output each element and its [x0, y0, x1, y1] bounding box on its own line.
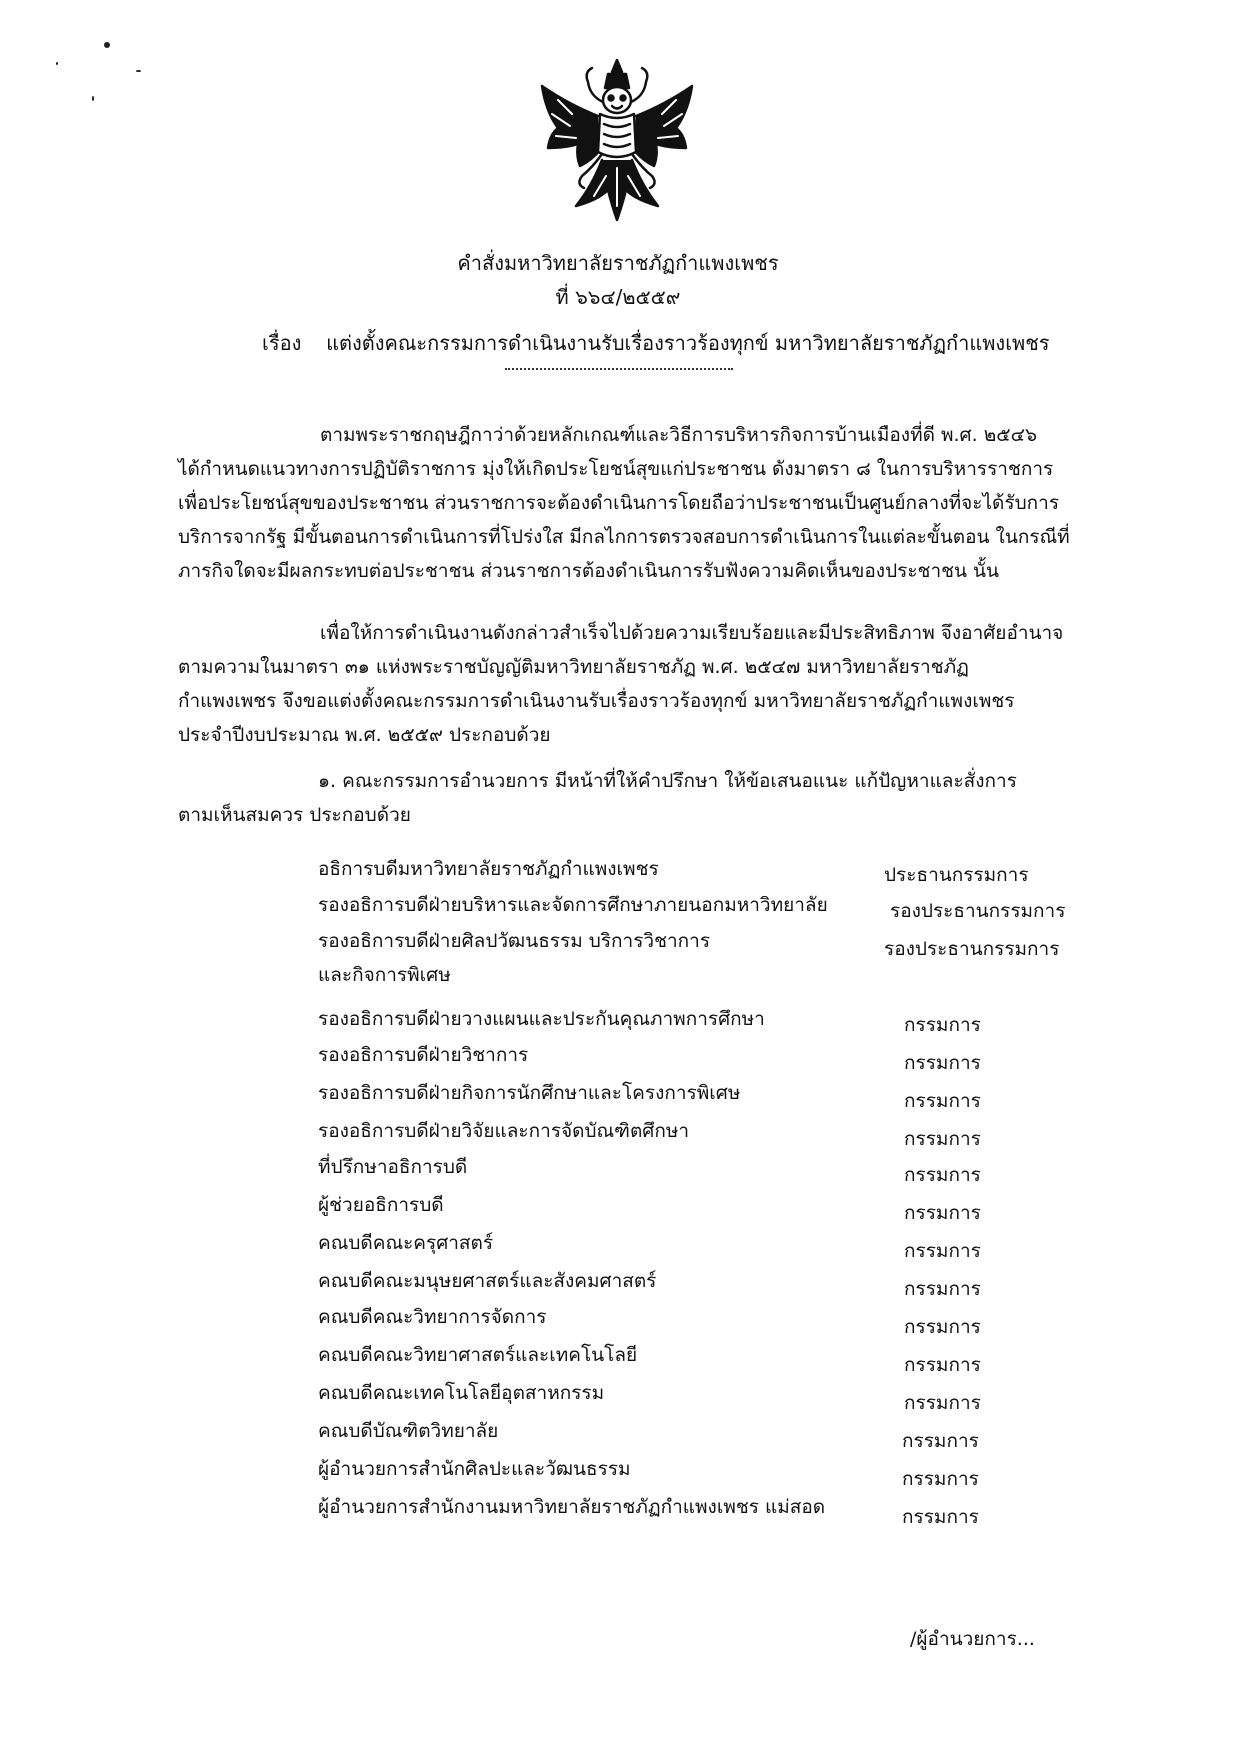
scan-speck [92, 96, 94, 101]
dotted-separator [505, 368, 733, 370]
member-name: รองอธิการบดีฝ่ายบริหารและจัดการศึกษาภายนอกมหาวิทยาลัย [318, 894, 828, 916]
order-subject [262, 330, 1050, 356]
member-name: คณบดีคณะครุศาสตร์ [318, 1232, 494, 1254]
member-name-continued: และกิจการพิเศษ [318, 964, 451, 986]
member-role: กรรมการ [904, 1316, 981, 1338]
member-name: ผู้อำนวยการสำนักงานมหาวิทยาลัยราชภัฏกำแพงเพชร แม่สอด [318, 1496, 826, 1518]
member-role: กรรมการ [902, 1506, 979, 1528]
member-name: คณบดีคณะวิทยาศาสตร์และเทคโนโลยี [318, 1344, 638, 1366]
paragraph-2-line: ประจำปีงบประมาณ พ.ศ. ๒๕๕๙ ประกอบด้วย [178, 724, 551, 746]
paragraph-1-line: ได้กำหนดแนวทางการปฏิบัติราชการ มุ่งให้เกิดประโยชน์สุขแก่ประชาชน ดังมาตรา ๘ ในการบริหารราชการ [178, 458, 1054, 480]
member-name: รองอธิการบดีฝ่ายกิจการนักศึกษาและโครงการพิเศษ [318, 1082, 741, 1104]
member-role: กรรมการ [904, 1392, 981, 1414]
member-role: กรรมการ [904, 1240, 981, 1262]
member-name: ที่ปรึกษาอธิการบดี [318, 1156, 468, 1178]
scan-speck [56, 62, 58, 65]
paragraph-2-line: เพื่อให้การดำเนินงานดังกล่าวสำเร็จไปด้วยความเรียบร้อยและมีประสิทธิภาพ จึงอาศัยอำนาจ [320, 622, 1064, 644]
member-name: รองอธิการบดีฝ่ายวิจัยและการจัดบัณฑิตศึกษา [318, 1120, 690, 1142]
member-name: คณบดีคณะมนุษยศาสตร์และสังคมศาสตร์ [318, 1270, 657, 1292]
member-role: กรรมการ [904, 1278, 981, 1300]
member-name: ผู้ช่วยอธิการบดี [318, 1194, 444, 1216]
order-number: ที่ ๖๖๔/๒๕๕๙ [555, 285, 681, 309]
member-name: อธิการบดีมหาวิทยาลัยราชภัฏกำแพงเพชร [318, 858, 659, 880]
member-name: คณบดีบัณฑิตวิทยาลัย [318, 1420, 499, 1442]
member-role: รองประธานกรรมการ [884, 938, 1060, 960]
member-role: กรรมการ [904, 1090, 981, 1112]
paragraph-1-line: ภารกิจใดจะมีผลกระทบต่อประชาชน ส่วนราชการต้องดำเนินการรับฟังความคิดเห็นของประชาชน นั้น [178, 560, 1000, 582]
section-1-heading: ๑. คณะกรรมการอำนวยการ มีหน้าที่ให้คำปรึกษา ให้ข้อเสนอแนะ แก้ปัญหาและสั่งการ [318, 770, 1017, 792]
member-name: รองอธิการบดีฝ่ายวิชาการ [318, 1044, 529, 1066]
member-role: กรรมการ [904, 1052, 981, 1074]
member-name: รองอธิการบดีฝ่ายศิลปวัฒนธรรม บริการวิชาการ [318, 930, 711, 952]
order-title: คำสั่งมหาวิทยาลัยราชภัฏกำแพงเพชร [457, 251, 779, 275]
scan-speck [136, 70, 141, 72]
member-name: ผู้อำนวยการสำนักศิลปะและวัฒนธรรม [318, 1458, 631, 1480]
subject-label: เรื่อง [262, 331, 302, 355]
page-continuation: /ผู้อำนวยการ... [910, 1628, 1035, 1650]
member-role: กรรมการ [904, 1014, 981, 1036]
member-role: กรรมการ [904, 1202, 981, 1224]
section-1-heading: ตามเห็นสมควร ประกอบด้วย [178, 804, 411, 826]
member-role: กรรมการ [904, 1354, 981, 1376]
garuda-emblem-icon [532, 56, 702, 226]
paragraph-2-line: ตามความในมาตรา ๓๑ แห่งพระราชบัญญัติมหาวิทยาลัยราชภัฏ พ.ศ. ๒๕๔๗ มหาวิทยาลัยราชภัฏ [178, 656, 969, 678]
paragraph-1-line: ตามพระราชกฤษฎีกาว่าด้วยหลักเกณฑ์และวิธีการบริหารกิจการบ้านเมืองที่ดี พ.ศ. ๒๕๔๖ [320, 424, 1038, 446]
scan-speck [104, 42, 110, 48]
member-role: กรรมการ [904, 1128, 981, 1150]
member-name: คณบดีคณะเทคโนโลยีอุตสาหกรรม [318, 1382, 605, 1404]
member-name: รองอธิการบดีฝ่ายวางแผนและประกันคุณภาพการศึกษา [318, 1008, 765, 1030]
member-role: กรรมการ [902, 1468, 979, 1490]
member-role: รองประธานกรรมการ [890, 900, 1066, 922]
paragraph-2-line: กำแพงเพชร จึงขอแต่งตั้งคณะกรรมการดำเนินงานรับเรื่องราวร้องทุกข์ มหาวิทยาลัยราชภัฏกำแพงเพชร [178, 690, 1015, 712]
member-role: กรรมการ [904, 1164, 981, 1186]
member-role: ประธานกรรมการ [884, 864, 1029, 886]
member-name: คณบดีคณะวิทยาการจัดการ [318, 1306, 547, 1328]
paragraph-1-line: เพื่อประโยชน์สุขของประชาชน ส่วนราชการจะต้องดำเนินการโดยถือว่าประชาชนเป็นศูนย์กลางที่จะได้รับการ [178, 492, 1060, 514]
member-role: กรรมการ [902, 1430, 979, 1452]
paragraph-1-line: บริการจากรัฐ มีขั้นตอนการดำเนินการที่โปร่งใส มีกลไกการตรวจสอบการดำเนินการในแต่ละขั้นตอน ในกรณีที่ [178, 526, 1070, 548]
subject-text: แต่งตั้งคณะกรรมการดำเนินงานรับเรื่องราวร้องทุกข์ มหาวิทยาลัยราชภัฏกำแพงเพชร [326, 331, 1050, 355]
